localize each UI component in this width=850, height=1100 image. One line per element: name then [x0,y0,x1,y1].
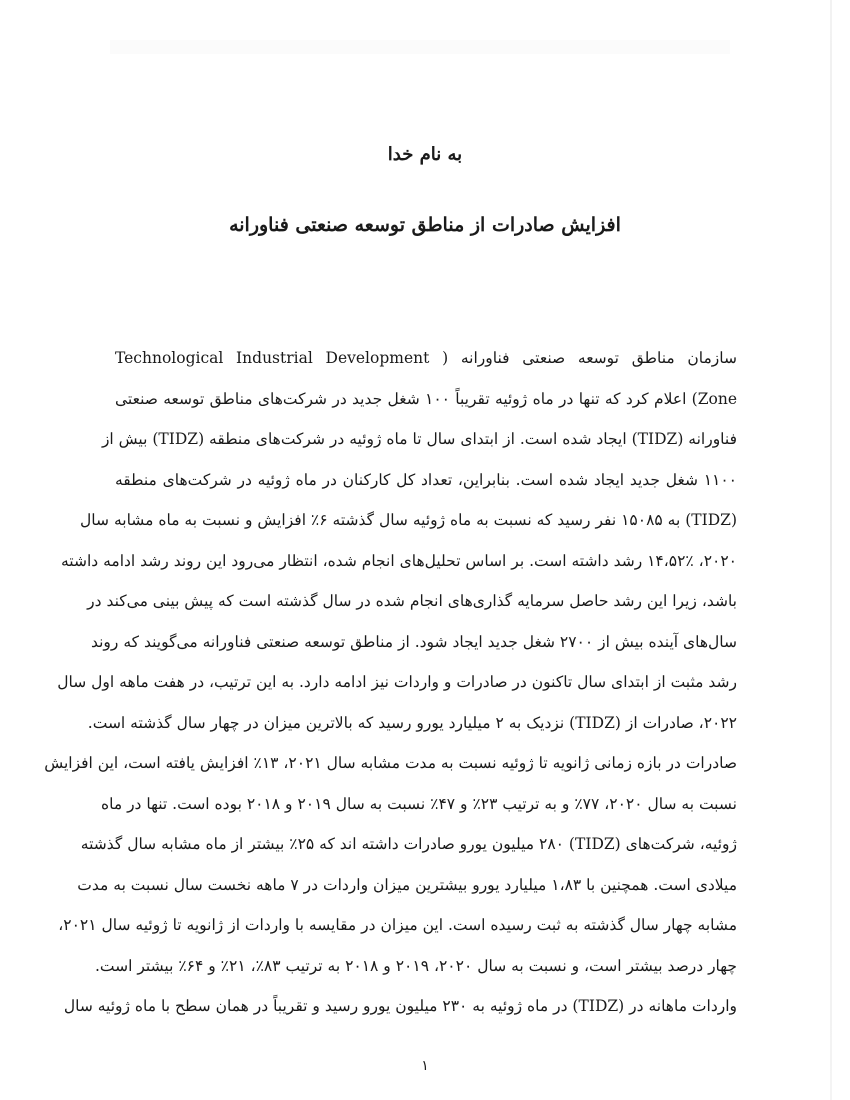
body-line: ۲۰۲۲، صادرات از (TIDZ) نزدیک به ۲ میلیارد یورو رسید که بالاترین میزان در چهار سال گذشته است. [87,713,737,732]
body-line: میلادی است. همچنین با ۱،۸۳ میلیارد یورو بیشترین میزان واردات در ۷ ماهه نخست سال نسبت به مدت [77,875,737,894]
invocation-heading: به نام خدا [387,144,463,165]
body-line: چهار درصد بیشتر است، و نسبت به سال ۲۰۲۰، ۲۰۱۹ و ۲۰۱۸ به ترتیب ۸۳٪، ۲۱٪ و ۶۴٪ بیشتر است. [95,956,737,975]
body-line: فناورانه (TIDZ) ایجاد شده است. از ابتدای سال تا ماه ژوئیه در شرکت‌های منطقه (TIDZ) بیش از [101,430,737,448]
body-line: صادرات در بازه زمانی ژانویه تا ژوئیه نسبت به مدت مشابه سال ۲۰۲۱، ۱۳٪ افزایش یافته است، این افزایش [44,754,737,772]
body-line: باشد، زیرا این رشد حاصل سرمایه گذاری‌های انجام شده در سال گذشته است که پیش بینی می‌کند در [87,592,737,610]
body-line: واردات ماهانه در (TIDZ) در ماه ژوئیه به ۲۳۰ میلیون یورو رسید و تقریباً در همان سطح با ماه ژوئیه سال [63,997,737,1015]
body-line: ژوئیه، شرکت‌های (TIDZ) ۲۸۰ میلیون یورو صادرات داشته اند که ۲۵٪ بیشتر از ماه مشابه سال گذشته [80,835,737,853]
body-line: رشد مثبت از ابتدای سال تاکنون در صادرات و واردات نیز ادامه دارد. به این ترتیب، در هفت ماهه اول سال [57,673,737,691]
body-line: سازمان مناطق توسعه صنعتی فناورانه ( Technological Industrial Development [115,349,737,367]
body-line: نسبت به سال ۲۰۲۰، ۷۷٪ و به ترتیب ۲۳٪ و ۴۷٪ نسبت به سال ۲۰۱۹ و ۲۰۱۸ بوده است. تنها در ماه [101,794,737,813]
scanned-page-edge [830,0,832,1100]
document-title: افزایش صادرات از مناطق توسعه صنعتی فناورانه [229,214,621,236]
body-line: مشابه چهار سال گذشته به ثبت رسیده است. این میزان در مقایسه با واردات از ژانویه تا ژوئیه سال ۲۰۲۱، [58,916,737,934]
body-line: سال‌های آینده بیش از ۲۷۰۰ شغل جدید ایجاد شود. از مناطق توسعه صنعتی فناورانه می‌گویند که روند [90,632,737,651]
body-line: Zone) اعلام کرد که تنها در ماه ژوئیه تقریباً ۱۰۰ شغل جدید در شرکت‌های مناطق توسعه صنعتی [115,389,737,408]
page-number: ۱ [421,1058,429,1074]
body-line: (TIDZ) به ۱۵۰۸۵ نفر رسید که نسبت به ماه ژوئیه سال گذشته ۶٪ افزایش و نسبت به ماه مشابه سال [80,511,737,529]
body-paragraph [44,338,737,1027]
body-line: ۱۱۰۰ شغل جدید ایجاد شده است. بنابراین، تعداد کل کارکنان در ماه ژوئیه در شرکت‌های منطقه [115,470,737,489]
body-line: ۲۰۲۰، ۱۴،۵۲٪ رشد داشته است. بر اساس تحلیل‌های انجام شده، انتظار می‌رود این روند رشد ادامه داشته [61,551,737,570]
scan-artifact [110,40,730,54]
